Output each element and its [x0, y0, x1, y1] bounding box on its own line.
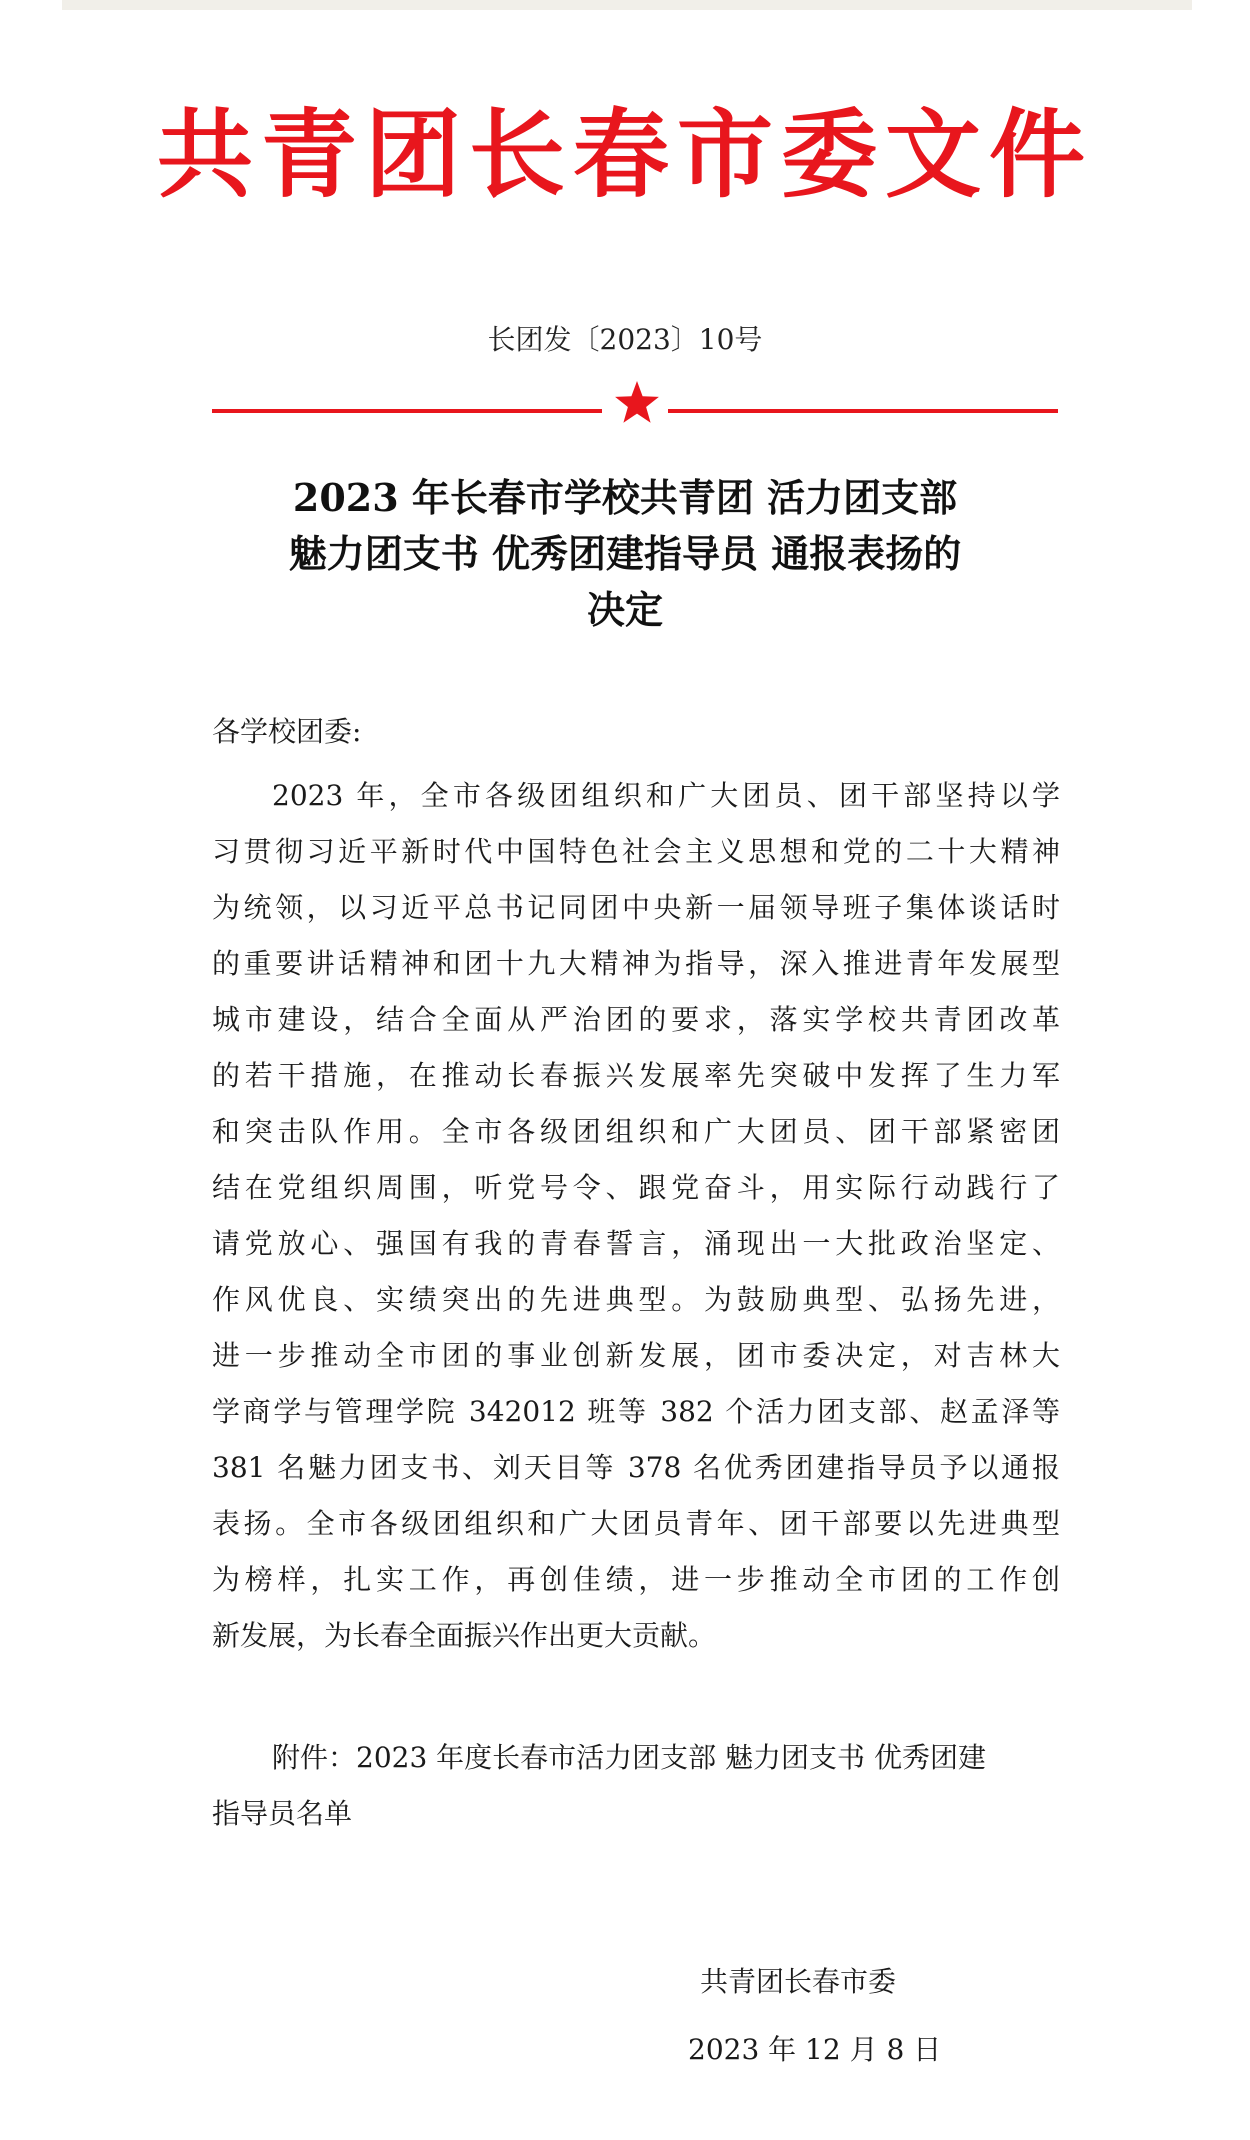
body-line: 进一步推动全市团的事业创新发展，团市委决定，对吉林大 [212, 1339, 1060, 1372]
body-line: 的重要讲话精神和团十九大精神为指导，深入推进青年发展型 [212, 947, 1060, 980]
body-line: 新发展，为长春全面振兴作出更大贡献。 [212, 1619, 717, 1652]
body-line: 和突击队作用。全市各级团组织和广大团员、团干部紧密团 [212, 1115, 1060, 1148]
salutation: 各学校团委: [212, 715, 362, 748]
body-line: 习贯彻习近平新时代中国特色社会主义思想和党的二十大精神 [212, 835, 1060, 868]
red-rule-left [212, 409, 602, 413]
body-line: 城市建设，结合全面从严治团的要求，落实学校共青团改革 [212, 1003, 1060, 1036]
body-line: 表扬。全市各级团组织和广大团员青年、团干部要以先进典型 [212, 1507, 1060, 1540]
body-line: 作风优良、实绩突出的先进典型。为鼓励典型、弘扬先进， [212, 1283, 1060, 1316]
body-line: 学商学与管理学院 342012 班等 382 个活力团支部、赵孟泽等 [212, 1395, 1060, 1428]
body-line: 结在党组织周围，听党号令、跟党奋斗，用实际行动践行了 [212, 1171, 1060, 1204]
decision-title [100, 470, 1150, 638]
top-edge-strip [62, 0, 1192, 10]
red-star-icon [613, 378, 661, 426]
body-line: 为统领，以习近平总书记同团中央新一届领导班子集体谈话时 [212, 891, 1060, 924]
signature-date: 2023 年 12 月 8 日 [688, 2033, 942, 2066]
decision-body [212, 768, 1060, 1664]
signer-organization: 共青团长春市委 [700, 1965, 897, 1998]
body-line: 请党放心、强国有我的青春誓言，涌现出一大批政治坚定、 [212, 1227, 1060, 1260]
document-number: 长团发〔2023〕10号 [487, 323, 763, 356]
red-rule-right [668, 409, 1058, 413]
attachment-line: 指导员名单 [212, 1797, 353, 1830]
body-line: 为榜样，扎实工作，再创佳绩，进一步推动全市团的工作创 [212, 1563, 1060, 1596]
decision-title-line: 决定 [586, 587, 663, 632]
decision-title-line: 魅力团支书 优秀团建指导员 通报表扬的 [288, 531, 962, 576]
body-line: 的若干措施，在推动长春振兴发展率先突破中发挥了生力军 [212, 1059, 1060, 1092]
attachment-note [212, 1730, 1060, 1842]
attachment-line: 附件：2023 年度长春市活力团支部 魅力团支书 优秀团建 [272, 1741, 986, 1774]
body-line: 381 名魅力团支书、刘天目等 378 名优秀团建指导员予以通报 [212, 1451, 1060, 1484]
document-header-title: 共青团长春市委文件 [157, 99, 1093, 211]
decision-title-line: 2023 年长春市学校共青团 活力团支部 [292, 475, 958, 520]
body-line: 2023 年，全市各级团组织和广大团员、团干部坚持以学 [272, 779, 1060, 812]
